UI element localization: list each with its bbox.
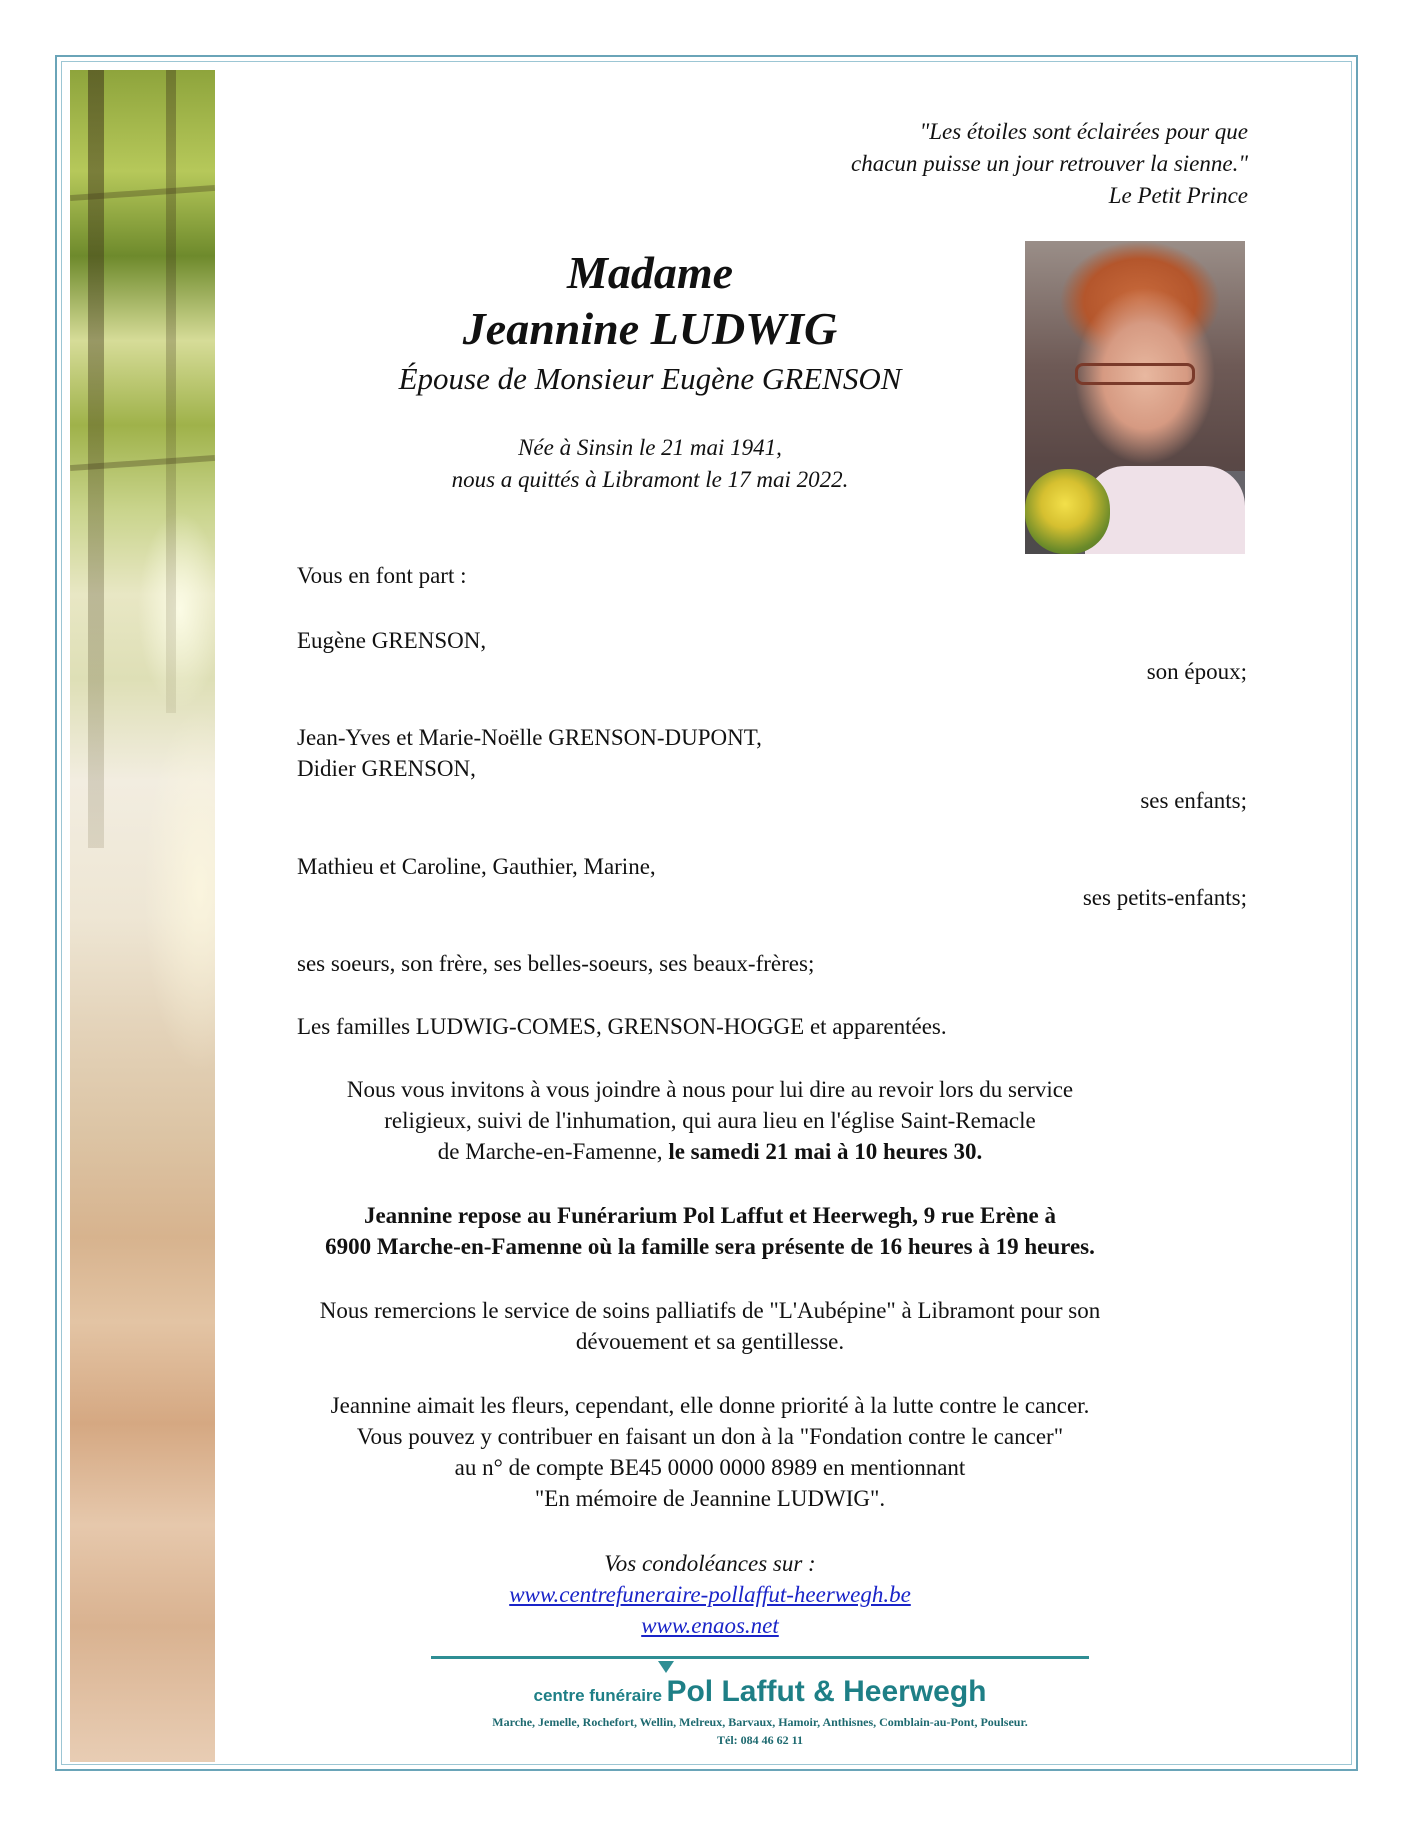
service-date: le samedi 21 mai à 10 heures 30.	[668, 1139, 983, 1164]
funeral-home-logo	[460, 1675, 1060, 1709]
donation-line: Jeannine aimait les fleurs, cependant, elle donne priorité à la lutte contre le cancer.	[330, 1393, 1090, 1418]
repose-line: 6900 Marche-en-Famenne où la famille sera présente de 16 heures à 19 heures.	[325, 1234, 1095, 1259]
service-line: religieux, suivi de l'inhumation, qui aura lieu en l'église Saint-Remacle	[384, 1108, 1036, 1133]
thanks-line: dévouement et sa gentillesse.	[575, 1329, 845, 1354]
condolences-block	[290, 1548, 1130, 1641]
thanks-line: Nous remercions le service de soins palliatifs de "L'Aubépine" à Libramont pour son	[319, 1298, 1101, 1323]
tree-trunk	[88, 70, 104, 848]
children-role: ses enfants;	[1140, 788, 1247, 813]
footer-divider	[431, 1656, 1089, 1659]
siblings-line: ses soeurs, son frère, ses belles-soeurs, ses beaux-frères;	[297, 951, 815, 976]
children-line: Jean-Yves et Marie-Noëlle GRENSON-DUPONT,	[297, 725, 762, 750]
logo-prefix: centre funéraire	[533, 1686, 662, 1705]
logo-arrow-icon	[658, 1661, 674, 1673]
spouse-role: son époux;	[1146, 659, 1247, 684]
announcement-intro: Vous en font part :	[297, 563, 467, 588]
footer-phone: Tél: 084 46 62 11	[717, 1733, 803, 1747]
thanks-paragraph	[290, 1295, 1130, 1357]
photo-flowers	[1025, 469, 1110, 554]
condolences-link-enaos[interactable]: www.enaos.net	[641, 1613, 779, 1638]
condolences-link-funeral-home[interactable]: www.centrefuneraire-pollaffut-heerwegh.be	[509, 1582, 911, 1607]
condolences-label: Vos condoléances sur :	[604, 1551, 816, 1576]
children-line: Didier GRENSON,	[297, 756, 476, 781]
quote-line: "Les étoiles sont éclairées pour que	[919, 119, 1248, 144]
service-line: Nous vous invitons à vous joindre à nous pour lui dire au revoir lors du service	[346, 1077, 1074, 1102]
quote-author: Le Petit Prince	[1108, 183, 1248, 208]
service-place: de Marche-en-Famenne,	[437, 1139, 669, 1164]
repose-paragraph	[290, 1200, 1130, 1262]
deceased-spouse: Épouse de Monsieur Eugène GRENSON	[398, 361, 902, 396]
donation-line: "En mémoire de Jeannine LUDWIG".	[534, 1486, 886, 1511]
birth-death-dates	[300, 432, 1000, 496]
families-line: Les familles LUDWIG-COMES, GRENSON-HOGGE et apparentées.	[297, 1014, 947, 1039]
grandchildren-role: ses petits-enfants;	[1082, 885, 1247, 910]
repose-line: Jeannine repose au Funérarium Pol Laffut et Heerwegh, 9 rue Erène à	[363, 1203, 1057, 1228]
deceased-title: Madame	[566, 247, 734, 298]
service-paragraph	[290, 1074, 1130, 1167]
quote-line: chacun puisse un jour retrouver la sienne."	[851, 151, 1248, 176]
tree-trunk	[166, 70, 176, 713]
service-line	[290, 1136, 1130, 1167]
death-line: nous a quittés à Libramont le 17 mai 2022.	[451, 467, 849, 492]
grandchildren-line: Mathieu et Caroline, Gauthier, Marine,	[297, 854, 656, 879]
deceased-name: Jeannine LUDWIG	[462, 303, 838, 354]
donation-line: Vous pouvez y contribuer en faisant un don à la "Fondation contre le cancer"	[356, 1424, 1064, 1449]
epigraph-quote	[851, 116, 1248, 212]
photo-glasses	[1075, 363, 1195, 385]
portrait-photo	[1025, 241, 1245, 554]
spouse-name: Eugène GRENSON,	[297, 628, 487, 653]
logo-name: Pol Laffut & Heerwegh	[666, 1675, 987, 1708]
footer-towns: Marche, Jemelle, Rochefort, Wellin, Melreux, Barvaux, Hamoir, Anthisnes, Comblain-au-Pont, Poulseur.	[492, 1715, 1028, 1729]
donation-line: au n° de compte BE45 0000 0000 8989 en mentionnant	[454, 1455, 966, 1480]
donation-paragraph	[290, 1390, 1130, 1514]
forest-path-image	[70, 70, 215, 1762]
birth-line: Née à Sinsin le 21 mai 1941,	[518, 435, 782, 460]
